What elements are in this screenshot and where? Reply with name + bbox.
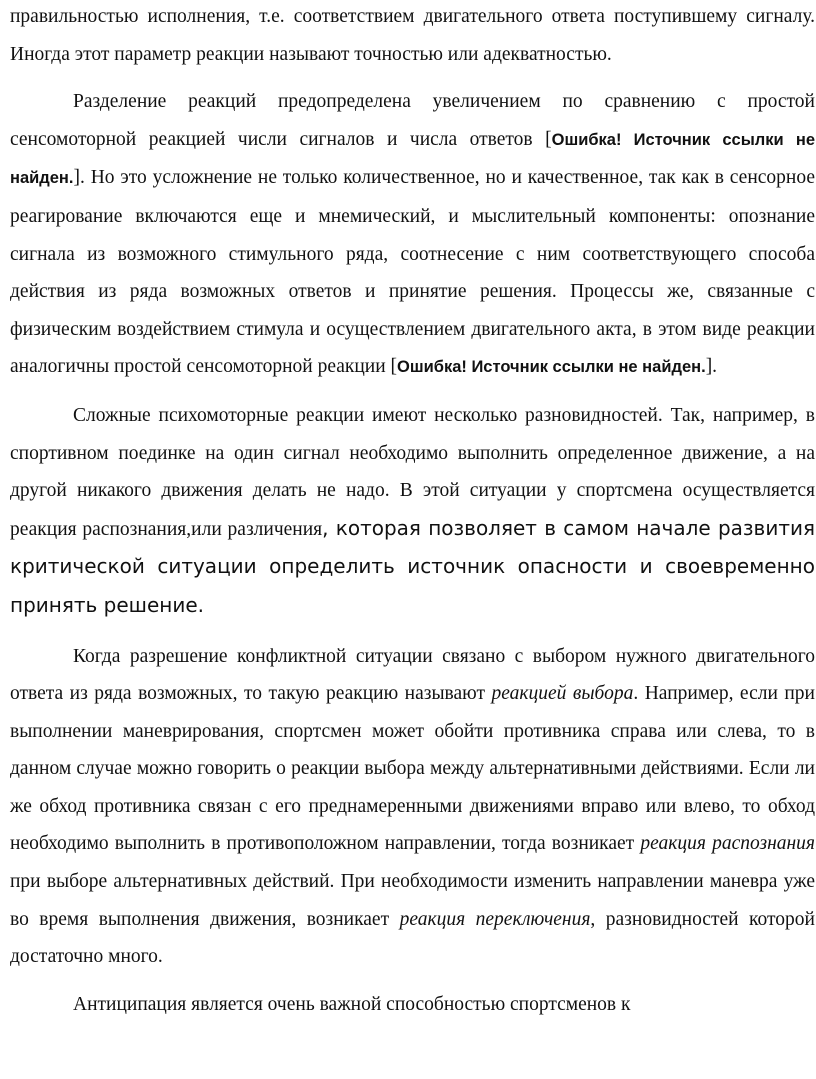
paragraph-text: ]. Но это усложнение не только количественное, но и качественное, так как в сенсорное реагирование включаются еще и мнемический, и мыслительный компоненты: опознание сигнала из возможного стимульного ряда, соотнесение с ним соответствующего способа действия из ряда возможных ответов и принятие решения. Процессы же, связанные с физическим воздействием стимула и осуществлением двигательного акта, в этом виде реакции аналогичны простой сенсомоторной реакции [ xyxy=(10,167,815,378)
reference-error[interactable]: Ошибка! Источник ссылки не найден. xyxy=(397,358,706,377)
reference-error[interactable]: Ошибка! Источник ссылки не найден. xyxy=(10,130,815,188)
paragraph-text: Когда разрешение конфликтной ситуации связано с выбором нужного двигательного ответа из ряда возможных, то такую реакцию называют xyxy=(10,645,815,705)
paragraph-anticipation xyxy=(10,986,815,1024)
paragraph-choice-reaction xyxy=(10,638,815,976)
paragraph-complex-reactions xyxy=(10,397,815,626)
paragraph-text: Сложные психомоторные реакции имеют несколько разновидностей. Так, например, в спортивном поединке на один сигнал необходимо выполнить определенное движение, а на другой никакого движения делать не надо. В этой ситуации у спортсмена осуществляется реакция распознания,или различения xyxy=(10,404,815,540)
paragraph-text: , разновидностей которой достаточно много. xyxy=(10,908,815,968)
paragraph-text: Разделение реакций предопределена увеличением по сравнению с простой сенсомоторной реакцией числи сигналов и числа ответов [ xyxy=(10,91,815,150)
term-italic: реакция переключения xyxy=(399,908,591,930)
term-italic: реакцией выбора xyxy=(491,683,634,705)
paragraph-text: . Например, если при выполнении маневрирования, спортсмен может обойти противника справа или слева, то в данном случае можно говорить о реакции выбора между альтернативными действиями. Если ли же обход противника связан с его преднамеренными движениями вправо или влево, то обход необходимо выполнить в противоположном направлении, тогда возникает xyxy=(10,683,815,855)
term-italic: реакция распознания xyxy=(640,833,815,855)
paragraph-text: при выборе альтернативных действий. При необходимости изменить направлении маневра уже во время выполнения движения, возникает xyxy=(10,871,815,930)
document-page xyxy=(10,0,815,1023)
paragraph-text: Антиципация является очень важной способностью спортсменов к xyxy=(73,993,631,1015)
paragraph-text: правильностью исполнения, т.е. соответствием двигательного ответа поступившему сигналу. Иногда этот параметр реакции называют точностью или адекватностью. xyxy=(10,6,815,65)
paragraph-text-large: , которая позволяет в самом начале развития критической ситуации определить источник опасности и своевременно принять решение. xyxy=(10,515,816,617)
paragraph-reaction-division xyxy=(10,83,815,387)
paragraph-text: ]. xyxy=(705,356,718,378)
paragraph-accuracy xyxy=(10,0,815,73)
